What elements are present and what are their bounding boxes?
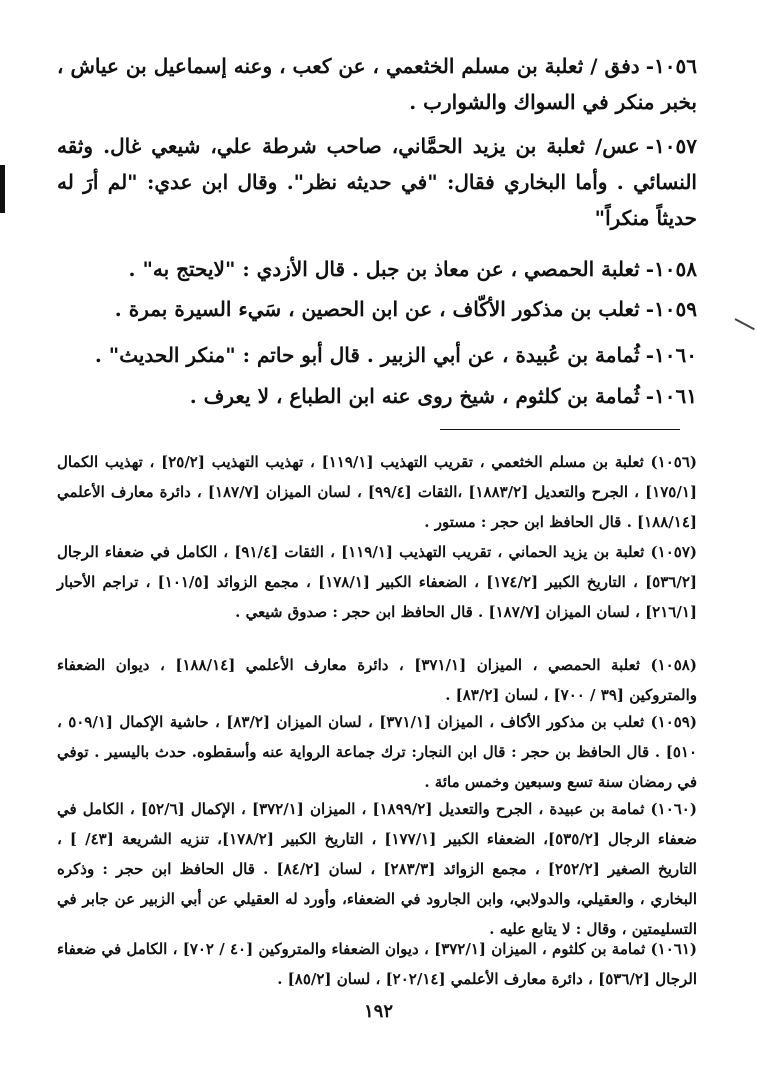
footnote-1061 (57, 934, 697, 994)
footnote-text: ثعلبة الحمصي ، الميزان [٣٧١/١] ، دائرة معارف الأعلمي [١٨٨/١٤] ، ديوان الضعفاء والمتروكين [٣٩ / ٧٠٠] ، لسان [٨٣/٢] . (57, 656, 697, 704)
entry-text: عس/ ثعلبة بن يزيد الحمَّاني، صاحب شرطة علي، شيعي غال. وثقه النسائي . وأما البخاري فقال: "في حديثه نظر". وقال ابن عدي: "لم أرَ له حديثاً منكراً" (57, 134, 697, 230)
footnote-separator (440, 429, 680, 430)
entry-number: ١٠٥٦- (645, 54, 697, 78)
footnote-text: ثعلب بن مذكور الأكاف ، الميزان [٣٧١/١] ، لسان الميزان [٨٣/٢] ، حاشية الإكمال [٥٠٩/١ ، ٥١٠] . قال الحافظ بن حجر : قال ابن النجار: ترك جماعة الرواية عنه وأسقطوه. حدث باليسير . توفي في رمضان سنة تسع وسبعين وخمس مائة . (57, 713, 697, 791)
entry-1057 (57, 128, 697, 236)
footnote-number: (١٠٥٩) (650, 713, 697, 731)
footnote-1059 (57, 707, 697, 797)
entry-number: ١٠٥٨- (645, 257, 697, 281)
entry-1056 (57, 48, 697, 120)
entry-1061 (57, 378, 697, 414)
entry-text: ثعلبة الحمصي ، عن معاذ بن جبل . قال الأزدي : "لايحتج به" . (128, 257, 640, 281)
footnote-text: ثعلبة بن مسلم الخثعمي ، تقريب التهذيب [١١٩/١] ، تهذيب التهذيب [٢٥/٢] ، تهذيب الكمال [١٧٥/١] ، الجرح والتعديل [١٨٨٣/٢] ،الثقات [٩٩/٤] ، لسان الميزان [١٨٧/٧] ، دائرة معارف الأعلمي [١٨٨/١٤] . قال الحافظ ابن حجر : مستور . (57, 453, 697, 531)
entry-text: دفق / ثعلبة بن مسلم الخثعمي ، عن كعب ، وعنه إسماعيل بن عياش ، بخبر منكر في السواك والشوارب . (57, 54, 697, 114)
footnote-text: ثعلبة بن يزيد الحماني ، تقريب التهذيب [١١٩/١] ، الثقات [٩١/٤] ، الكامل في ضعفاء الرجال [٥٣٦/٢] ، التاريخ الكبير [١٧٤/٢] ، الضعفاء الكبير [١٧٨/١] ، مجمع الزوائد [١٠١/٥] ، تراجم الأحبار [٢١٦/١] ، لسان الميزان [١٨٧/٧] . قال الحافظ ابن حجر : صدوق شيعي . (57, 543, 697, 621)
footnote-number: (١٠٦١) (650, 940, 697, 958)
footnote-text: ثمامة بن عبيدة ، الجرح والتعديل [١٨٩٩/٢] ، الميزان [٣٧٢/١] ، الإكمال [٥٢/٦] ، الكامل في ضعفاء الرجال [٥٣٥/٢]، الضعفاء الكبير [١٧٧/١] ، التاريخ الكبير [١٧٨/٢]، تنزيه الشريعة [٤٣/ ] ، التاريخ الصغير [٢٥٢/٢] ، مجمع الزوائد [٢٨٣/٣] ، لسان [٨٤/٢] . قال الحافظ ابن حجر : وذكره البخاري ، والعقيلي، والدولابي، وابن الجارود في الضعفاء، وأورد له العقيلي عن أبي الزبير عن جابر في التسليمتين ، وقال : لا يتابع عليه . (57, 800, 698, 938)
footnote-1058 (57, 650, 697, 710)
entry-1060 (57, 337, 697, 373)
footnote-number: (١٠٦٠) (650, 800, 697, 818)
entry-number: ١٠٥٧- (645, 134, 697, 158)
entry-number: ١٠٦١- (645, 384, 697, 408)
scan-stray-mark (735, 318, 755, 330)
entry-number: ١٠٦٠- (645, 343, 697, 367)
entry-text: ثُمامة بن كلثوم ، شيخ روى عنه ابن الطباع ، لا يعرف . (189, 384, 640, 408)
footnote-text: ثمامة بن كلثوم ، الميزان [٣٧٢/١] ، ديوان الضعفاء والمتروكين [٤٠ / ٧٠٢] ، الكامل في ضعفاء الرجال [٥٣٦/٢] ، دائرة معارف الأعلمي [٢٠٢/١٤] ، لسان [٨٥/٢] . (57, 940, 697, 988)
entry-number: ١٠٥٩- (645, 297, 697, 321)
footnote-number: (١٠٥٧) (650, 543, 697, 561)
entry-text: ثعلب بن مذكور الأكّاف ، عن ابن الحصين ، سَيء السيرة بمرة . (114, 297, 640, 321)
scan-edge-mark (0, 165, 5, 213)
entry-text: ثُمامة بن عُبيدة ، عن أبي الزبير . قال أبو حاتم : "منكر الحديث" . (94, 343, 640, 367)
entry-1058 (57, 251, 697, 287)
footnote-1057 (57, 537, 697, 627)
footnote-number: (١٠٥٦) (650, 453, 697, 471)
footnote-number: (١٠٥٨) (650, 656, 697, 674)
entry-1059 (57, 291, 697, 327)
footnote-1056 (57, 447, 697, 537)
page-number: ١٩٢ (363, 1001, 393, 1022)
footnote-1060 (57, 794, 697, 944)
